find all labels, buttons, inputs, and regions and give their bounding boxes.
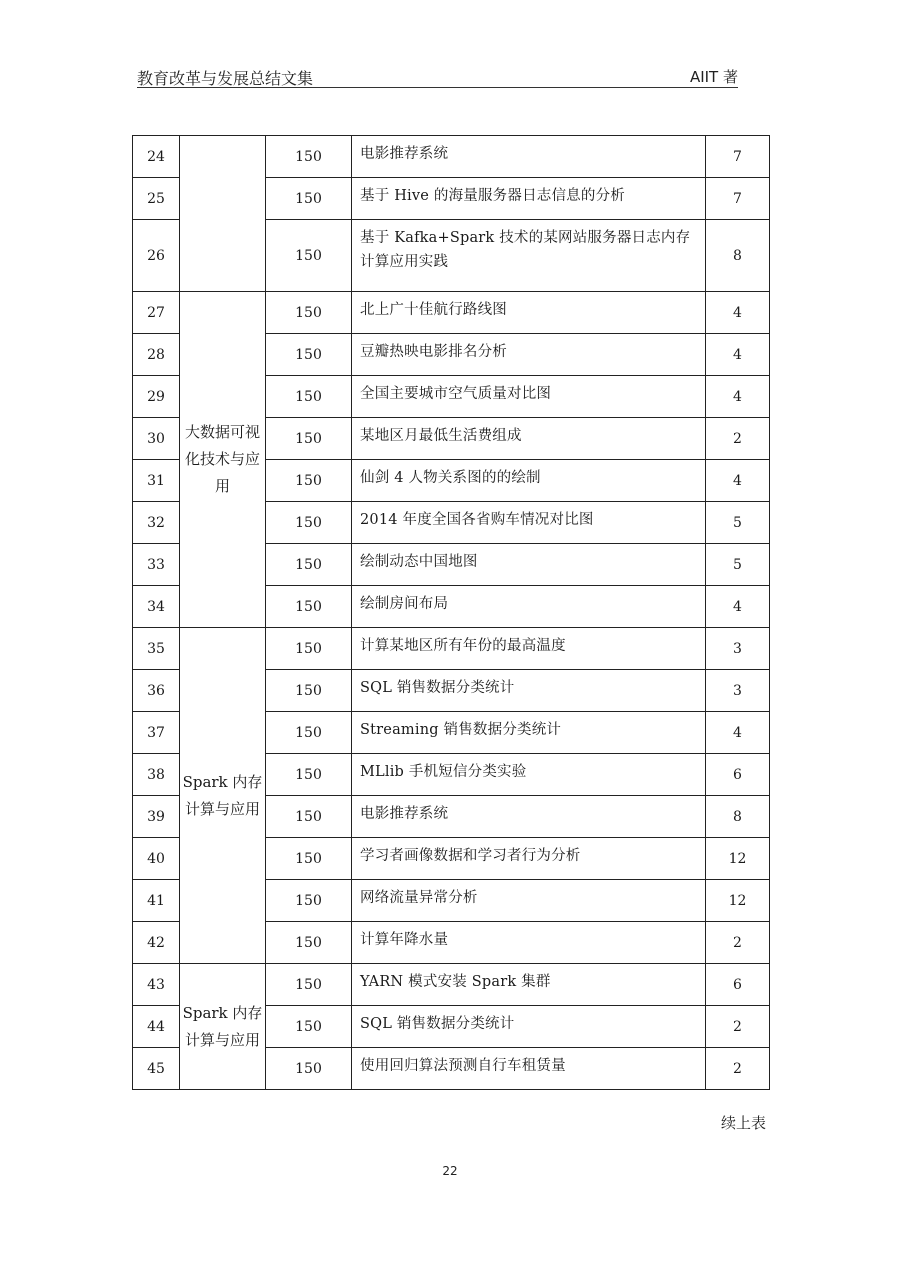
credit-cell: 4 — [706, 292, 770, 334]
project-name-cell: 电影推荐系统 — [352, 796, 706, 838]
row-number: 25 — [133, 178, 180, 220]
table-row — [133, 292, 770, 334]
row-number: 28 — [133, 334, 180, 376]
project-name-cell: 绘制房间布局 — [352, 586, 706, 628]
hours-cell: 150 — [266, 178, 352, 220]
course-name-cell — [180, 136, 266, 292]
hours-cell: 150 — [266, 376, 352, 418]
credit-cell: 2 — [706, 1006, 770, 1048]
project-name-cell: 计算某地区所有年份的最高温度 — [352, 628, 706, 670]
credit-cell: 6 — [706, 964, 770, 1006]
credit-cell: 2 — [706, 922, 770, 964]
hours-cell: 150 — [266, 418, 352, 460]
project-name-cell: 网络流量异常分析 — [352, 880, 706, 922]
row-number: 39 — [133, 796, 180, 838]
hours-cell: 150 — [266, 628, 352, 670]
project-name-cell: 基于 Kafka+Spark 技术的某网站服务器日志内存计算应用实践 — [352, 220, 706, 292]
row-number: 40 — [133, 838, 180, 880]
project-name-cell: 计算年降水量 — [352, 922, 706, 964]
credit-cell: 12 — [706, 880, 770, 922]
credit-cell: 2 — [706, 418, 770, 460]
project-name-cell: YARN 模式安装 Spark 集群 — [352, 964, 706, 1006]
table-body — [133, 136, 770, 1090]
row-number: 24 — [133, 136, 180, 178]
hours-cell: 150 — [266, 334, 352, 376]
curriculum-table — [132, 135, 770, 1090]
hours-cell: 150 — [266, 544, 352, 586]
project-name-cell: 北上广十佳航行路线图 — [352, 292, 706, 334]
row-number: 44 — [133, 1006, 180, 1048]
table-continued-note: 续上表 — [720, 1114, 766, 1132]
project-name-cell: 全国主要城市空气质量对比图 — [352, 376, 706, 418]
credit-cell: 7 — [706, 178, 770, 220]
row-number: 41 — [133, 880, 180, 922]
project-name-cell: 豆瓣热映电影排名分析 — [352, 334, 706, 376]
credit-cell: 12 — [706, 838, 770, 880]
table-row — [133, 964, 770, 1006]
row-number: 36 — [133, 670, 180, 712]
project-name-cell: 学习者画像数据和学习者行为分析 — [352, 838, 706, 880]
hours-cell: 150 — [266, 136, 352, 178]
row-number: 30 — [133, 418, 180, 460]
table-row — [133, 628, 770, 670]
course-name-cell: Spark 内存计算与应用 — [180, 628, 266, 964]
credit-cell: 4 — [706, 376, 770, 418]
hours-cell: 150 — [266, 1048, 352, 1090]
credit-cell: 4 — [706, 712, 770, 754]
hours-cell: 150 — [266, 670, 352, 712]
hours-cell: 150 — [266, 838, 352, 880]
credit-cell: 4 — [706, 334, 770, 376]
credit-cell: 6 — [706, 754, 770, 796]
row-number: 29 — [133, 376, 180, 418]
project-name-cell: SQL 销售数据分类统计 — [352, 670, 706, 712]
project-name-cell: Streaming 销售数据分类统计 — [352, 712, 706, 754]
credit-cell: 4 — [706, 586, 770, 628]
project-name-cell: 使用回归算法预测自行车租赁量 — [352, 1048, 706, 1090]
hours-cell: 150 — [266, 796, 352, 838]
row-number: 31 — [133, 460, 180, 502]
hours-cell: 150 — [266, 220, 352, 292]
credit-cell: 2 — [706, 1048, 770, 1090]
hours-cell: 150 — [266, 292, 352, 334]
project-name-cell: 2014 年度全国各省购车情况对比图 — [352, 502, 706, 544]
header-rule — [137, 87, 738, 88]
project-name-cell: MLlib 手机短信分类实验 — [352, 754, 706, 796]
credit-cell: 3 — [706, 670, 770, 712]
row-number: 27 — [133, 292, 180, 334]
project-name-cell: SQL 销售数据分类统计 — [352, 1006, 706, 1048]
row-number: 26 — [133, 220, 180, 292]
row-number: 43 — [133, 964, 180, 1006]
row-number: 37 — [133, 712, 180, 754]
header-author: AIIT 著 — [689, 68, 738, 86]
course-name-cell: Spark 内存计算与应用 — [180, 964, 266, 1090]
table-row — [133, 136, 770, 178]
credit-cell: 3 — [706, 628, 770, 670]
course-name-cell: 大数据可视化技术与应用 — [180, 292, 266, 628]
project-name-cell: 某地区月最低生活费组成 — [352, 418, 706, 460]
hours-cell: 150 — [266, 964, 352, 1006]
hours-cell: 150 — [266, 586, 352, 628]
row-number: 45 — [133, 1048, 180, 1090]
header-title: 教育改革与发展总结文集 — [137, 69, 314, 88]
row-number: 32 — [133, 502, 180, 544]
project-name-cell: 基于 Hive 的海量服务器日志信息的分析 — [352, 178, 706, 220]
project-name-cell: 绘制动态中国地图 — [352, 544, 706, 586]
project-name-cell: 电影推荐系统 — [352, 136, 706, 178]
hours-cell: 150 — [266, 712, 352, 754]
credit-cell: 8 — [706, 796, 770, 838]
credit-cell: 8 — [706, 220, 770, 292]
row-number: 34 — [133, 586, 180, 628]
hours-cell: 150 — [266, 880, 352, 922]
hours-cell: 150 — [266, 1006, 352, 1048]
row-number: 42 — [133, 922, 180, 964]
credit-cell: 5 — [706, 502, 770, 544]
hours-cell: 150 — [266, 922, 352, 964]
row-number: 38 — [133, 754, 180, 796]
hours-cell: 150 — [266, 460, 352, 502]
credit-cell: 5 — [706, 544, 770, 586]
credit-cell: 7 — [706, 136, 770, 178]
credit-cell: 4 — [706, 460, 770, 502]
row-number: 35 — [133, 628, 180, 670]
hours-cell: 150 — [266, 754, 352, 796]
row-number: 33 — [133, 544, 180, 586]
page-number: 22 — [442, 1164, 458, 1178]
hours-cell: 150 — [266, 502, 352, 544]
project-name-cell: 仙剑 4 人物关系图的的绘制 — [352, 460, 706, 502]
